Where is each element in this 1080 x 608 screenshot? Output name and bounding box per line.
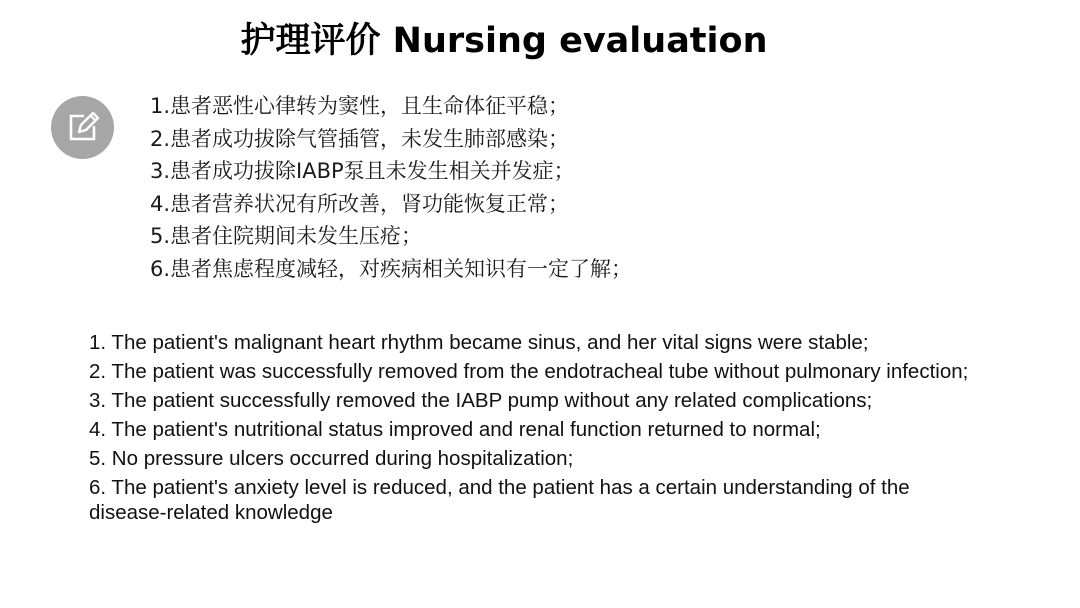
chinese-item-6: 6.患者焦虑程度减轻，对疾病相关知识有一定了解； xyxy=(150,256,633,281)
english-item-5: 5. No pressure ulcers occurred during hospitalization; xyxy=(89,447,574,470)
edit-note-icon-graphic xyxy=(51,96,114,159)
edit-note-icon xyxy=(51,96,114,159)
english-item-6: 6. The patient's anxiety level is reduced, and the patient has a certain understanding of the disease-related knowledge xyxy=(89,476,910,524)
slide-title: 护理评价 Nursing evaluation xyxy=(240,21,768,61)
chinese-item-2: 2.患者成功拔除气管插管，未发生肺部感染； xyxy=(150,126,570,151)
english-evaluation-list xyxy=(89,331,989,530)
chinese-item-4: 4.患者营养状况有所改善，肾功能恢复正常； xyxy=(150,191,570,216)
chinese-item-3: 3.患者成功拔除IABP泵且未发生相关并发症； xyxy=(150,159,575,184)
english-item-3: 3. The patient successfully removed the IABP pump without any related complications; xyxy=(89,389,873,412)
chinese-item-1: 1.患者恶性心律转为窦性，且生命体征平稳； xyxy=(150,94,570,118)
chinese-item-5: 5.患者住院期间未发生压疮； xyxy=(150,224,423,249)
english-item-1: 1. The patient's malignant heart rhythm became sinus, and her vital signs were stable; xyxy=(89,331,869,354)
chinese-evaluation-list xyxy=(150,90,632,286)
english-item-4: 4. The patient's nutritional status improved and renal function returned to normal; xyxy=(89,418,821,441)
english-item-2: 2. The patient was successfully removed from the endotracheal tube without pulmonary infection; xyxy=(89,360,969,383)
